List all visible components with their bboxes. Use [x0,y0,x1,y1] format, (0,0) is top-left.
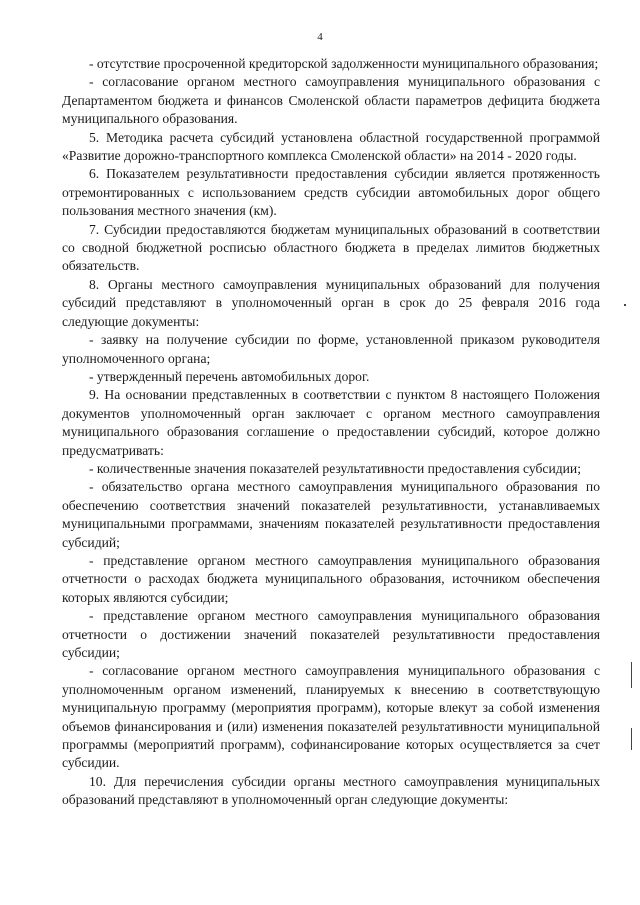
paragraph: - согласование органом местного самоуправления муниципального образования с уполномоченным органом изменений, планируемых к внесению в соответствующую муниципальную программу (мероприятия программ), которые влекут за собой изменения объемов финансирования и (или) изменения показателей результативности муниципальной программы (мероприятий программ), софинансирование которых осуществляется за счет субсидии. [62,663,600,771]
paragraph: - представление органом местного самоуправления муниципального образования отчетности о достижении значений показателей результативности предоставления субсидии; [62,608,600,660]
scan-artifact [631,728,632,750]
paragraph: 9. На основании представленных в соответствии с пунктом 8 настоящего Положения документов уполномоченный орган заключает с органом местного самоуправления муниципального образования соглашение о предоставлении субсидий, которое должно предусматривать: [62,387,600,458]
scan-artifact [631,662,632,688]
paragraph: - обязательство органа местного самоуправления муниципального образования по обеспечению соответствия значений показателей результативности, устанавливаемых муниципальными программами, значениям показателей результативности предоставления субсидий; [62,479,600,550]
paragraph: - количественные значения показателей результативности предоставления субсидии; [89,460,581,476]
paragraph: 8. Органы местного самоуправления муниципальных образований для получения субсидий представляют в уполномоченный орган в срок до 25 февраля 2016 года следующие документы: [62,276,600,329]
paragraph: 6. Показателем результативности предоставления субсидии является протяженность отремонтированных с использованием средств субсидии автомобильных дорог общего пользования местного значения (км). [62,166,600,219]
page-number: 4 [317,31,323,43]
scan-artifact [624,304,626,306]
paragraph: 5. Методика расчета субсидий установлена областной государственной программой «Развитие дорожно-транспортного комплекса Смоленской области» на 2014 - 2020 годы. [62,129,600,164]
paragraph: - заявку на получение субсидии по форме, установленной приказом руководителя уполномоченного органа; [62,332,600,366]
paragraph: - утвержденный перечень автомобильных дорог. [89,368,370,384]
paragraph: - отсутствие просроченной кредиторской задолженности муниципального образования; [89,56,599,71]
paragraph: 10. Для перечисления субсидии органы местного самоуправления муниципальных образований представляют в уполномоченный орган следующие документы: [62,773,600,808]
paragraph: - представление органом местного самоуправления муниципального образования отчетности о расходах бюджета муниципального образования, источником обеспечения которых являются субсидии; [62,552,600,605]
paragraph: - согласование органом местного самоуправления муниципального образования с Департаментом бюджета и финансов Смоленской области параметров дефицита бюджета муниципального образования. [62,74,600,127]
document-body [62,55,600,810]
paragraph: 7. Субсидии предоставляются бюджетам муниципальных образований в соответствии со сводной бюджетной росписью областного бюджета в пределах лимитов бюджетных обязательств. [62,221,600,274]
